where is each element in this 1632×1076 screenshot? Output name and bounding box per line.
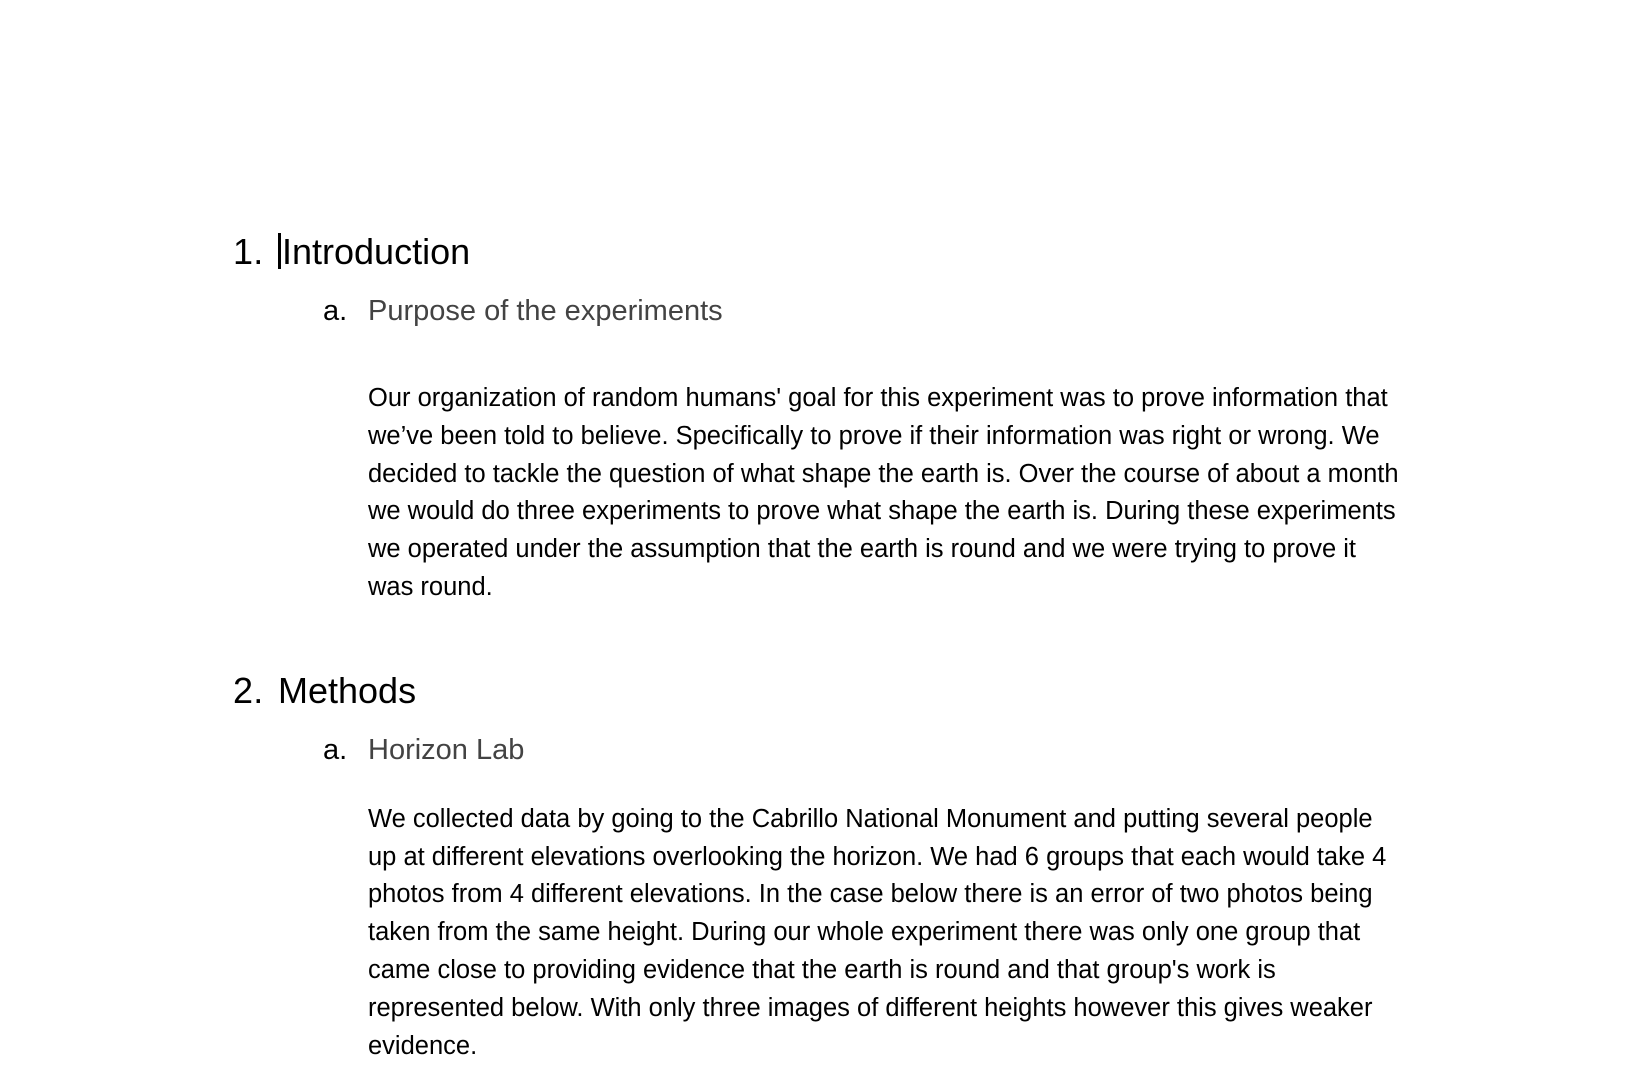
section-2-title: Methods: [278, 669, 417, 711]
spacer: [0, 607, 1632, 667]
spacer: [0, 332, 1632, 380]
section-heading-2[interactable]: [0, 667, 1632, 715]
spacer: [0, 715, 1632, 729]
subsection-1a-marker: a.: [323, 295, 348, 327]
text-cursor-caret: [278, 233, 281, 269]
spacer: [0, 771, 1632, 801]
section-1-title-wrap: [278, 228, 470, 276]
subsection-1a-title: Purpose of the experiments: [368, 295, 723, 327]
section-heading-1[interactable]: [0, 228, 1632, 276]
paragraph-purpose-of-the-experiments[interactable]: Our organization of random humans' goal for this experiment was to prove information that we’ve been told to believe. Specifically to prove if their information was right or wrong. We decided to tackle the question of what shape the earth is. Over the course of about a month we would do three experiments to prove what shape the earth is. During these experiments we operated under the assumption that the earth is round and we were trying to prove it was round.: [368, 384, 1406, 601]
subsection-heading-1a[interactable]: [0, 290, 1632, 332]
subsection-heading-2a[interactable]: [0, 729, 1632, 771]
section-1-number: 1.: [233, 231, 264, 272]
page-top-margin: [0, 0, 1632, 228]
subsection-2a-marker: a.: [323, 733, 348, 766]
section-1-title: Introduction: [282, 231, 471, 272]
section-2-number: 2.: [233, 669, 264, 711]
subsection-2a-title: Horizon Lab: [368, 733, 525, 766]
paragraph-horizon-lab[interactable]: We collected data by going to the Cabrillo National Monument and putting several people up at different elevations overlooking the horizon. We had 6 groups that each would take 4 photos from 4 different elevations. In the case below there is an error of two photos being taken from the same height. During our whole experiment there was only one group that came close to providing evidence that the earth is round and that group's work is represented below. With only three images of different heights however this gives weaker evidence.: [368, 804, 1394, 1060]
spacer: [0, 276, 1632, 290]
